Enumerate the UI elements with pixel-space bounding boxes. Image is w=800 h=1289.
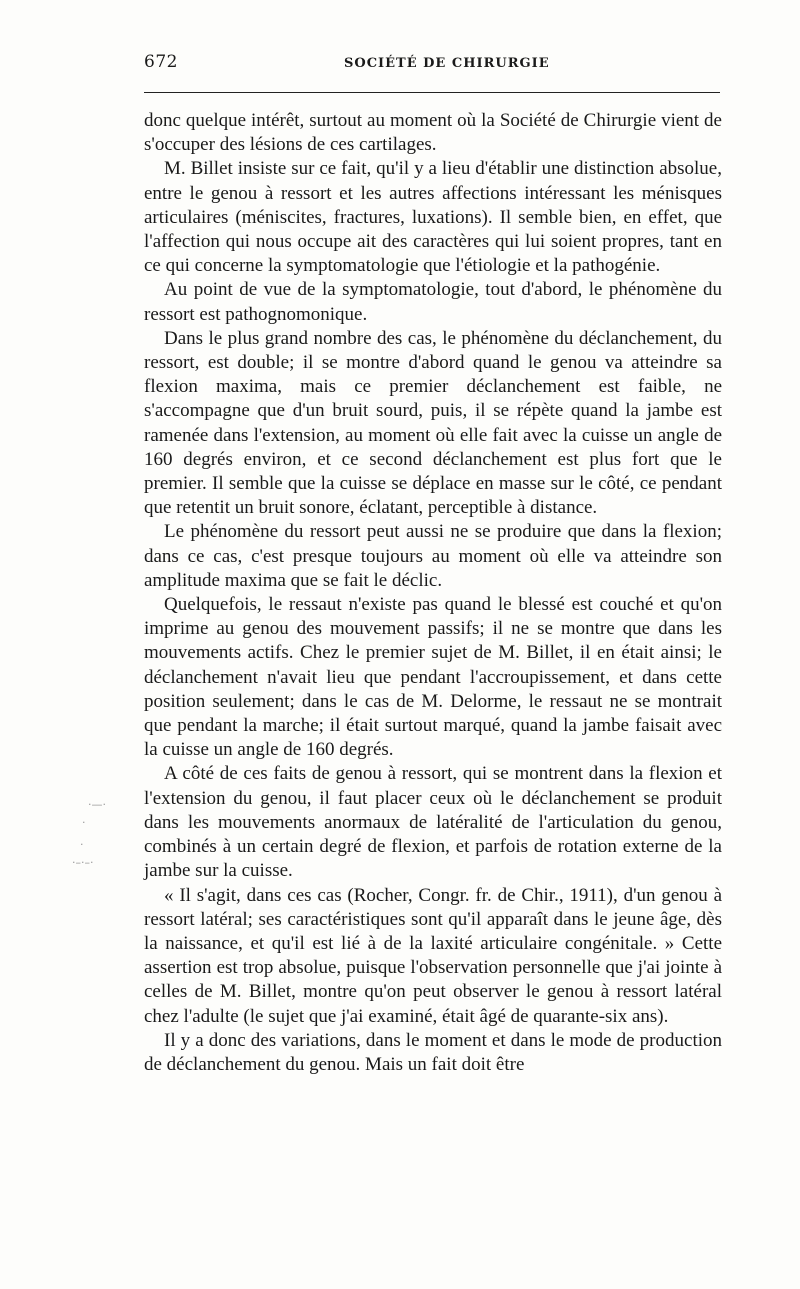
- paragraph: M. Billet insiste sur ce fait, qu'il y a lieu d'établir une distinction absolue, entre le genou à ressort et les autres affections intéressant les ménisques articulaires (méniscites, fractures, luxations). Il semble bien, en effet, que l'affection qui nous occupe ait des caractères qui lui soient propres, tant en ce qui concerne la symptomatologie que l'étiologie et la pathogénie.: [144, 158, 722, 277]
- paragraph: Dans le plus grand nombre des cas, le phénomène du déclanchement, du ressort, est double; il se montre d'abord quand le genou va atteindre sa flexion maxima, mais ce premier déclanchement est faible, ne s'accompagne que d'un bruit sourd, puis, il se répète quand la jambe est ramenée dans l'extension, au moment où elle fait avec la cuisse un angle de 160 degrés environ, et ce second déclanchement est plus fort que le premier. Il semble que la cuisse se déplace en masse sur le côté, ce pendant que retentit un bruit sonore, éclatant, perceptible à distance.: [144, 327, 722, 519]
- page-number: 672: [144, 52, 178, 72]
- paragraph: Quelquefois, le ressaut n'existe pas quand le blessé est couché et qu'on imprime au genou des mouvement passifs; il ne se montre que dans les mouvements actifs. Chez le premier sujet de M. Billet, il en était ainsi; le déclanchement n'avait lieu que pendant l'accroupissement, et dans cette position seulement; dans le cas de M. Delorme, le ressaut ne se montrait que pendant la marche; il était surtout marqué, quand la jambe faisait avec la cuisse un angle de 160 degrés.: [144, 594, 722, 761]
- paragraph: A côté de ces faits de genou à ressort, qui se montrent dans la flexion et l'extension du genou, il faut placer ceux où le déclanchement se produit dans les mouvements anormaux de latéralité de l'articulation du genou, combinés à un certain degré de flexion, et parfois de rotation externe de la jambe sur la cuisse.: [144, 763, 722, 882]
- paragraph: Le phénomène du ressort peut aussi ne se produire que dans la flexion; dans ce cas, c'est presque toujours au moment où elle va atteindre son amplitude maxima que se fait le déclic.: [144, 521, 722, 591]
- margin-smudge: ·—·: [88, 798, 106, 811]
- body-text: [144, 109, 722, 1077]
- margin-smudge: ·–·–·: [72, 856, 94, 869]
- page-header: [144, 52, 720, 78]
- paragraph: Au point de vue de la symptomatologie, tout d'abord, le phénomène du ressort est pathognomonique.: [144, 279, 722, 325]
- running-head: SOCIÉTÉ DE CHIRURGIE: [344, 56, 550, 71]
- paragraph: donc quelque intérêt, surtout au moment où la Société de Chirurgie vient de s'occuper des lésions de ces cartilages.: [144, 110, 722, 156]
- paragraph: « Il s'agit, dans ces cas (Rocher, Congr. fr. de Chir., 1911), d'un genou à ressort latéral; ses caractéristiques sont qu'il apparaît dans le jeune âge, dès la naissance, et qu'il est lié à de la laxité articulaire congénitale. » Cette assertion est trop absolue, puisque l'observation personnelle que j'ai jointe à celles de M. Billet, montre qu'on peut observer le genou à ressort latéral chez l'adulte (le sujet que j'ai examiné, était âgé de quarante-six ans).: [144, 884, 722, 1027]
- paragraph: Il y a donc des variations, dans le moment et dans le mode de production de déclanchement du genou. Mais un fait doit être: [144, 1029, 722, 1075]
- header-rule: [144, 92, 720, 93]
- margin-smudge: ·: [82, 816, 86, 829]
- margin-smudge: ·: [80, 838, 84, 851]
